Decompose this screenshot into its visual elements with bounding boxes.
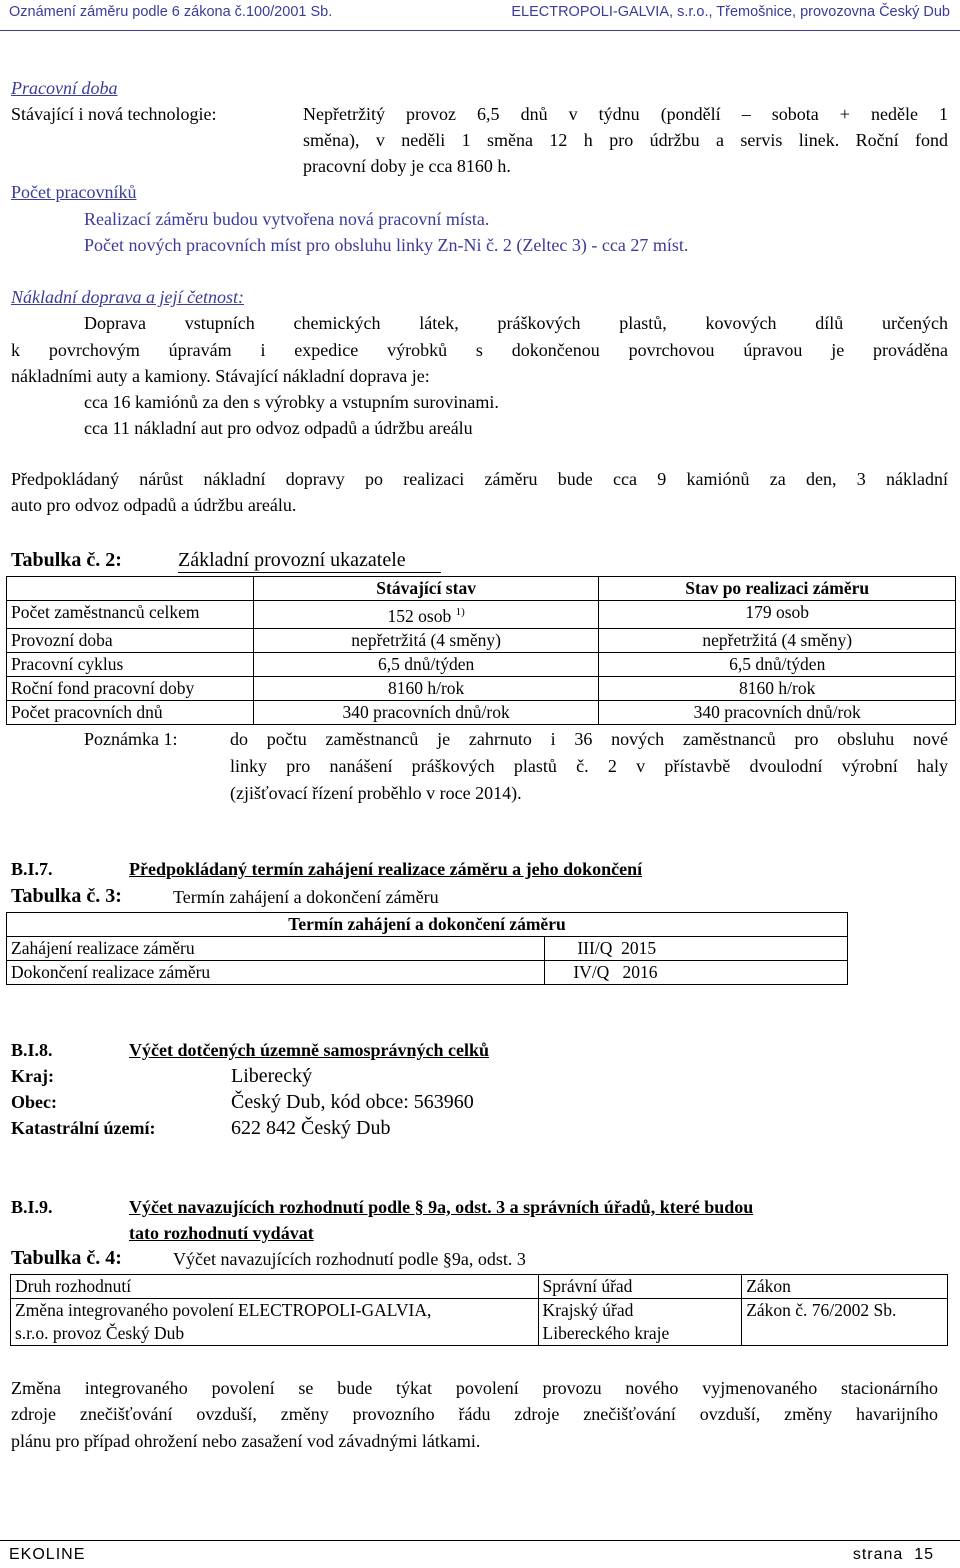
table-header-row xyxy=(11,1275,948,1299)
table-header-cell: Termín zahájení a dokončení záměru xyxy=(7,913,848,937)
table-cell: 340 pracovních dnů/rok xyxy=(253,700,599,724)
table-row xyxy=(7,652,956,676)
text-pracovni-doba-2: směna), v neděli 1 směna 12 h pro údržbu a servis linek. Roční fond xyxy=(303,130,948,150)
text-predpoklad-1: Předpokládaný nárůst nákladní dopravy po realizaci záměru bude cca 9 kamiónů za den, 3 nákladní xyxy=(11,469,948,489)
text-pracovnici-2: Počet nových pracovních míst pro obsluhu linky Zn-Ni č. 2 (Zeltec 3) - cca 27 míst. xyxy=(84,235,689,255)
tabulka3-title: Termín zahájení a dokončení záměru xyxy=(173,887,439,907)
footer-page-number: strana 15 xyxy=(852,1546,934,1563)
table-cell: Zahájení realizace záměru xyxy=(7,937,545,961)
table-cell: 8160 h/rok xyxy=(599,676,956,700)
para-b19-line3: plánu pro případ ohrožení nebo zasažení vod závadnými látkami. xyxy=(11,1431,481,1451)
urad-line-1: Krajský úřad xyxy=(542,1300,634,1320)
table-cell: 340 pracovních dnů/rok xyxy=(599,700,956,724)
section-title-b17: Předpokládaný termín zahájení realizace záměru a jeho dokončení xyxy=(129,859,643,879)
table-cell: III/Q 2015 xyxy=(545,937,848,961)
text-predpoklad-2: auto pro odvoz odpadů a údržbu areálu. xyxy=(11,495,297,515)
table-row xyxy=(7,961,848,985)
footer-left: EKOLINE xyxy=(9,1546,86,1563)
table-cell: Roční fond pracovní doby xyxy=(7,676,254,700)
footnote-mark: 1) xyxy=(455,606,465,618)
tabulka3-table xyxy=(6,912,848,985)
page-footer xyxy=(0,1540,960,1568)
druh-line-1: Změna integrovaného povolení ELECTROPOLI-GALVIA, xyxy=(15,1300,432,1320)
kraj-value: Liberecký xyxy=(231,1065,313,1087)
para-b19-line2: zdroje znečišťování ovzduší, změny provozního řádu zdroje znečišťování ovzduší, změny havarijního xyxy=(11,1404,938,1424)
text-doprava-item-2: cca 11 nákladní aut pro odvoz odpadů a údržbu areálu xyxy=(84,418,473,438)
note-line-1: do počtu zaměstnanců je zahrnuto i 36 nových zaměstnanců pro obsluhu nové xyxy=(230,729,948,749)
table-cell: 8160 h/rok xyxy=(253,676,599,700)
note-line-3: (zjišťovací řízení proběhlo v roce 2014). xyxy=(230,783,522,803)
table-cell: nepřetržitá (4 směny) xyxy=(253,628,599,652)
tabulka2-title-underline xyxy=(178,572,441,573)
table-cell: IV/Q 2016 xyxy=(545,961,848,985)
table-row xyxy=(7,937,848,961)
table-header-row xyxy=(7,913,848,937)
table-cell-zakon xyxy=(742,1299,948,1346)
heading-pracovni-doba: Pracovní doba xyxy=(11,78,118,98)
table-header-cell: Druh rozhodnutí xyxy=(11,1275,539,1299)
text-pracovni-doba-1: Nepřetržitý provoz 6,5 dnů v týdnu (pondělí – sobota + neděle 1 xyxy=(303,104,948,124)
text-doprava-2: k povrchovým úpravám i expedice výrobků s dokončenou povrchovou úpravou je prováděna xyxy=(11,340,948,360)
page-header xyxy=(0,0,960,31)
text-doprava-1: Doprava vstupních chemických látek, práškových plastů, kovových dílů určených xyxy=(84,313,948,333)
table-cell-druh xyxy=(11,1299,539,1346)
table-cell: Počet pracovních dnů xyxy=(7,700,254,724)
urad-line-2: Libereckého kraje xyxy=(542,1323,670,1343)
label-technologie: Stávající i nová technologie: xyxy=(11,104,217,124)
table-cell: 6,5 dnů/týden xyxy=(599,652,956,676)
katastralni-uzemi-value: 622 842 Český Dub xyxy=(231,1117,391,1139)
table-header-cell: Zákon xyxy=(742,1275,948,1299)
header-right: ELECTROPOLI-GALVIA, s.r.o., Třemošnice, provozovna Český Dub xyxy=(511,4,950,20)
tabulka2-label: Tabulka č. 2: xyxy=(11,549,122,571)
table-header-cell: Správní úřad xyxy=(538,1275,742,1299)
table-cell: Pracovní cyklus xyxy=(7,652,254,676)
section-number-b19: B.I.9. xyxy=(11,1197,53,1217)
section-title-b18: Výčet dotčených územně samosprávných celků xyxy=(129,1040,489,1060)
table-row xyxy=(7,676,956,700)
tabulka2-table xyxy=(6,576,956,725)
section-title-b19-line2: tato rozhodnutí vydávat xyxy=(129,1223,314,1243)
text-pracovni-doba-3: pracovní doby je cca 8160 h. xyxy=(303,156,511,176)
text-doprava-3: nákladními auty a kamiony. Stávající nákladní doprava je: xyxy=(11,366,430,386)
table-cell: Provozní doba xyxy=(7,628,254,652)
table-cell-with-footnote xyxy=(253,601,599,629)
table-cell: Počet zaměstnanců celkem xyxy=(7,601,254,629)
table-row xyxy=(11,1299,948,1346)
section-title-b19-line1: Výčet navazujících rozhodnutí podle § 9a, odst. 3 a správních úřadů, které budou xyxy=(129,1197,754,1217)
section-number-b17: B.I.7. xyxy=(11,859,53,879)
heading-pocet-pracovniku: Počet pracovníků xyxy=(11,182,137,202)
heading-nakladni-doprava: Nákladní doprava a její četnost: xyxy=(11,287,244,307)
obec-label: Obec: xyxy=(11,1092,57,1112)
tabulka4-label: Tabulka č. 4: xyxy=(11,1247,122,1269)
tabulka4-table xyxy=(10,1274,948,1346)
zakon-value: Zákon č. 76/2002 Sb. xyxy=(746,1300,897,1320)
katastralni-uzemi-label: Katastrální území: xyxy=(11,1118,156,1138)
table-header-cell: Stav po realizaci záměru xyxy=(599,577,956,601)
text-pracovnici-1: Realizací záměru budou vytvořena nová pracovní místa. xyxy=(84,209,490,229)
table-header-cell xyxy=(7,577,254,601)
table-row xyxy=(7,700,956,724)
note-line-2: linky pro nanášení práškových plastů č. 2 v přístavbě dvoulodní výrobní haly xyxy=(230,756,948,776)
para-b19-line1: Změna integrovaného povolení se bude týkat povolení provozu nového vyjmenovaného stacionárního xyxy=(11,1378,938,1398)
obec-value: Český Dub, kód obce: 563960 xyxy=(231,1091,474,1113)
kraj-label: Kraj: xyxy=(11,1066,54,1086)
table-cell: 179 osob xyxy=(599,601,956,629)
section-number-b18: B.I.8. xyxy=(11,1040,53,1060)
table-cell: nepřetržitá (4 směny) xyxy=(599,628,956,652)
table-row xyxy=(7,601,956,629)
druh-line-2: s.r.o. provoz Český Dub xyxy=(15,1323,185,1343)
text-doprava-item-1: cca 16 kamiónů za den s výrobky a vstupním surovinami. xyxy=(84,392,499,412)
note-label: Poznámka 1: xyxy=(84,729,178,749)
table-cell-urad xyxy=(538,1299,742,1346)
table-header-row xyxy=(7,577,956,601)
header-left: Oznámení záměru podle 6 zákona č.100/2001 Sb. xyxy=(9,4,333,20)
table-header-cell: Stávající stav xyxy=(253,577,599,601)
tabulka4-title: Výčet navazujících rozhodnutí podle §9a, odst. 3 xyxy=(173,1249,526,1269)
table-cell: Dokončení realizace záměru xyxy=(7,961,545,985)
tabulka3-label: Tabulka č. 3: xyxy=(11,885,122,907)
table-cell: 6,5 dnů/týden xyxy=(253,652,599,676)
table-cell-value: 152 osob xyxy=(387,605,452,626)
tabulka2-title: Základní provozní ukazatele xyxy=(178,549,406,571)
table-row xyxy=(7,628,956,652)
